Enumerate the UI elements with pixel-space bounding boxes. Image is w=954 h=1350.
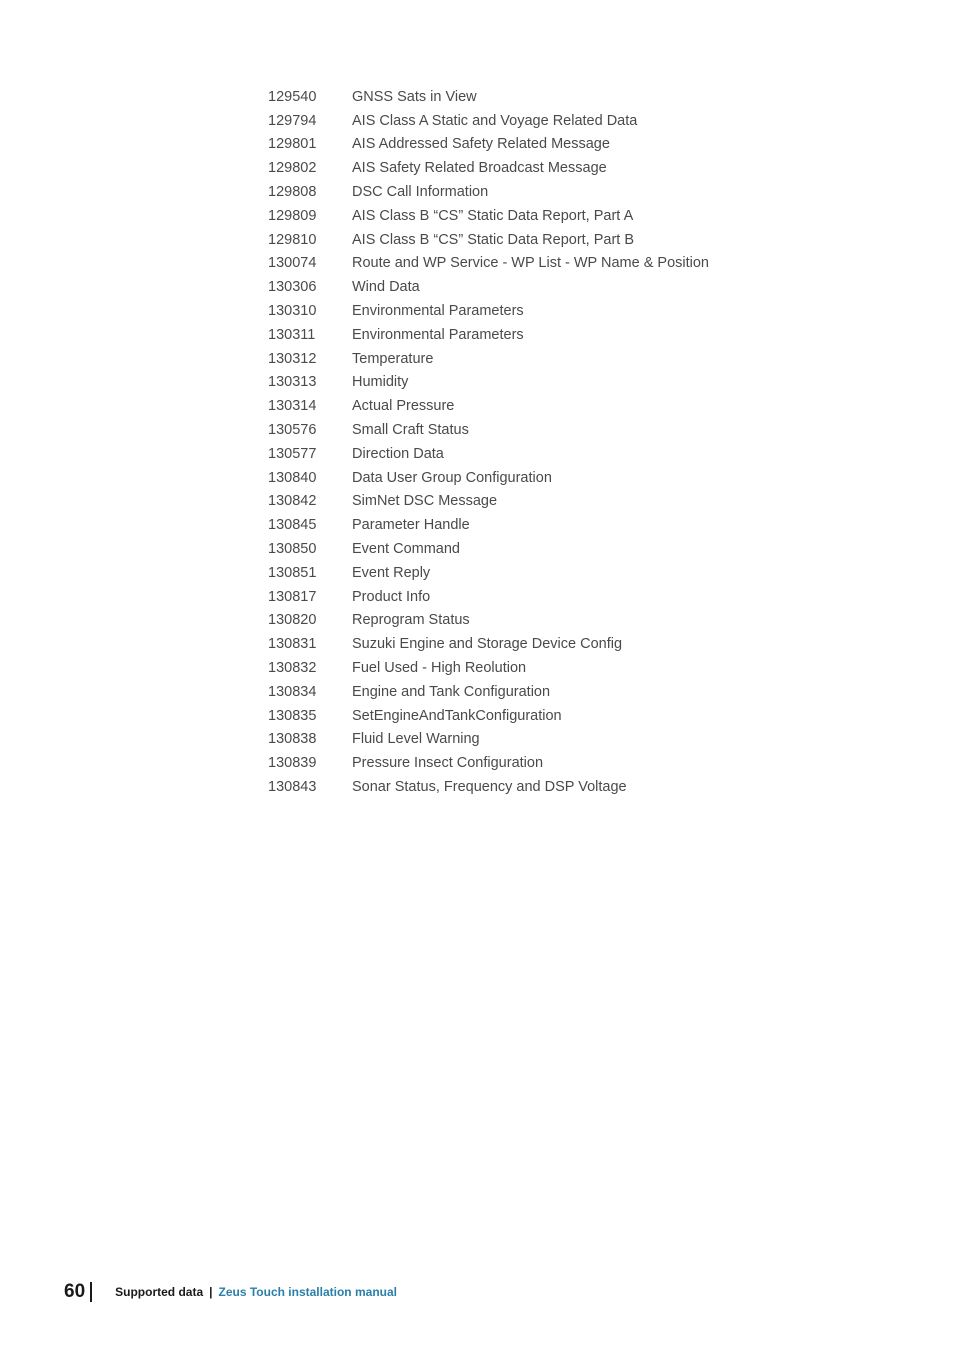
pgn-row [268,656,709,680]
pgn-number: 130839 [268,755,317,772]
pgn-description: Product Info [352,588,431,605]
page-number-divider [90,1282,92,1302]
pgn-number: 130311 [268,326,316,343]
pgn-row [268,680,709,704]
pgn-row [268,704,709,728]
pgn-number: 130842 [268,493,317,510]
pgn-number: 130313 [268,374,317,391]
pgn-number: 130306 [268,279,317,296]
pgn-number: 130850 [268,541,317,558]
pgn-number: 129794 [268,112,317,129]
pgn-row [268,537,709,561]
pgn-number: 129809 [268,207,317,224]
pgn-number: 130576 [268,422,317,439]
pgn-number: 130840 [268,469,317,486]
pgn-row [268,275,709,299]
pgn-row [268,133,709,157]
pgn-row [268,561,709,585]
pgn-description: AIS Class B “CS” Static Data Report, Part B [352,231,635,248]
pgn-number: 130820 [268,612,317,629]
page-number: 60 [64,1281,86,1302]
pgn-description: Fluid Level Warning [352,731,480,748]
pgn-description: DSC Call Information [352,184,489,201]
footer-manual-title: Zeus Touch installation manual [218,1285,397,1299]
pgn-description: Direction Data [352,445,444,462]
pgn-number: 129808 [268,184,317,201]
pgn-row [268,299,709,323]
pgn-number: 130310 [268,303,317,320]
pgn-row [268,394,709,418]
pgn-number: 130314 [268,398,317,415]
pgn-number: 130851 [268,564,317,581]
footer-section-name: Supported data [115,1285,204,1299]
pgn-description: Humidity [352,374,409,391]
pgn-row [268,228,709,252]
pgn-description: Pressure Insect Configuration [352,755,544,772]
pgn-number: 130838 [268,731,317,748]
pgn-number: 129801 [268,136,317,153]
pgn-number: 130312 [268,350,317,367]
pgn-row [268,85,709,109]
pgn-row [268,109,709,133]
pgn-number: 130831 [268,636,317,653]
pgn-list [268,85,709,799]
pgn-description: Sonar Status, Frequency and DSP Voltage [352,779,627,795]
pgn-row [268,490,709,514]
pgn-description: Wind Data [352,279,420,296]
pgn-number: 130834 [268,683,317,700]
pgn-number: 129810 [268,231,317,248]
pgn-number: 129802 [268,160,317,177]
pgn-number: 130832 [268,660,317,677]
pgn-row [268,204,709,228]
pgn-description: SetEngineAndTankConfiguration [352,707,562,724]
pgn-row [268,323,709,347]
pgn-description: Fuel Used - High Reolution [352,660,527,677]
pgn-row [268,609,709,633]
pgn-description: AIS Addressed Safety Related Message [352,136,610,153]
pgn-row [268,418,709,442]
pgn-description: Small Craft Status [352,422,469,439]
pgn-row [268,442,709,466]
pgn-description: Route and WP Service - WP List - WP Name & Position [352,255,709,272]
footer-separator: | [209,1285,213,1299]
pgn-number: 129540 [268,88,317,105]
pgn-row [268,728,709,752]
pgn-description: Data User Group Configuration [352,469,552,486]
page-footer [64,1280,397,1304]
pgn-row [268,371,709,395]
pgn-row [268,156,709,180]
pgn-description: Engine and Tank Configuration [352,683,551,700]
pgn-description: Event Command [352,541,460,558]
pgn-number: 130577 [268,445,317,462]
pgn-number: 130843 [268,779,317,795]
pgn-description: AIS Class B “CS” Static Data Report, Part A [352,207,634,224]
pgn-number: 130845 [268,517,317,534]
pgn-description: Suzuki Engine and Storage Device Config [352,636,623,653]
pgn-description: Environmental Parameters [352,303,524,320]
pgn-row [268,513,709,537]
pgn-row [268,466,709,490]
pgn-description: Reprogram Status [352,612,470,629]
pgn-description: Event Reply [352,564,431,581]
pgn-row [268,775,709,799]
pgn-row [268,632,709,656]
pgn-description: SimNet DSC Message [352,493,498,510]
pgn-description: Temperature [352,350,434,367]
pgn-row [268,751,709,775]
pgn-description: GNSS Sats in View [352,88,477,105]
pgn-description: Environmental Parameters [352,326,524,343]
pgn-description: AIS Class A Static and Voyage Related Data [352,112,638,129]
pgn-row [268,252,709,276]
pgn-row [268,347,709,371]
pgn-description: Parameter Handle [352,517,470,534]
pgn-row [268,585,709,609]
pgn-row [268,180,709,204]
pgn-number: 130074 [268,255,317,272]
pgn-number: 130835 [268,707,317,724]
pgn-number: 130817 [268,588,317,605]
pgn-description: AIS Safety Related Broadcast Message [352,160,607,177]
pgn-description: Actual Pressure [352,398,455,415]
